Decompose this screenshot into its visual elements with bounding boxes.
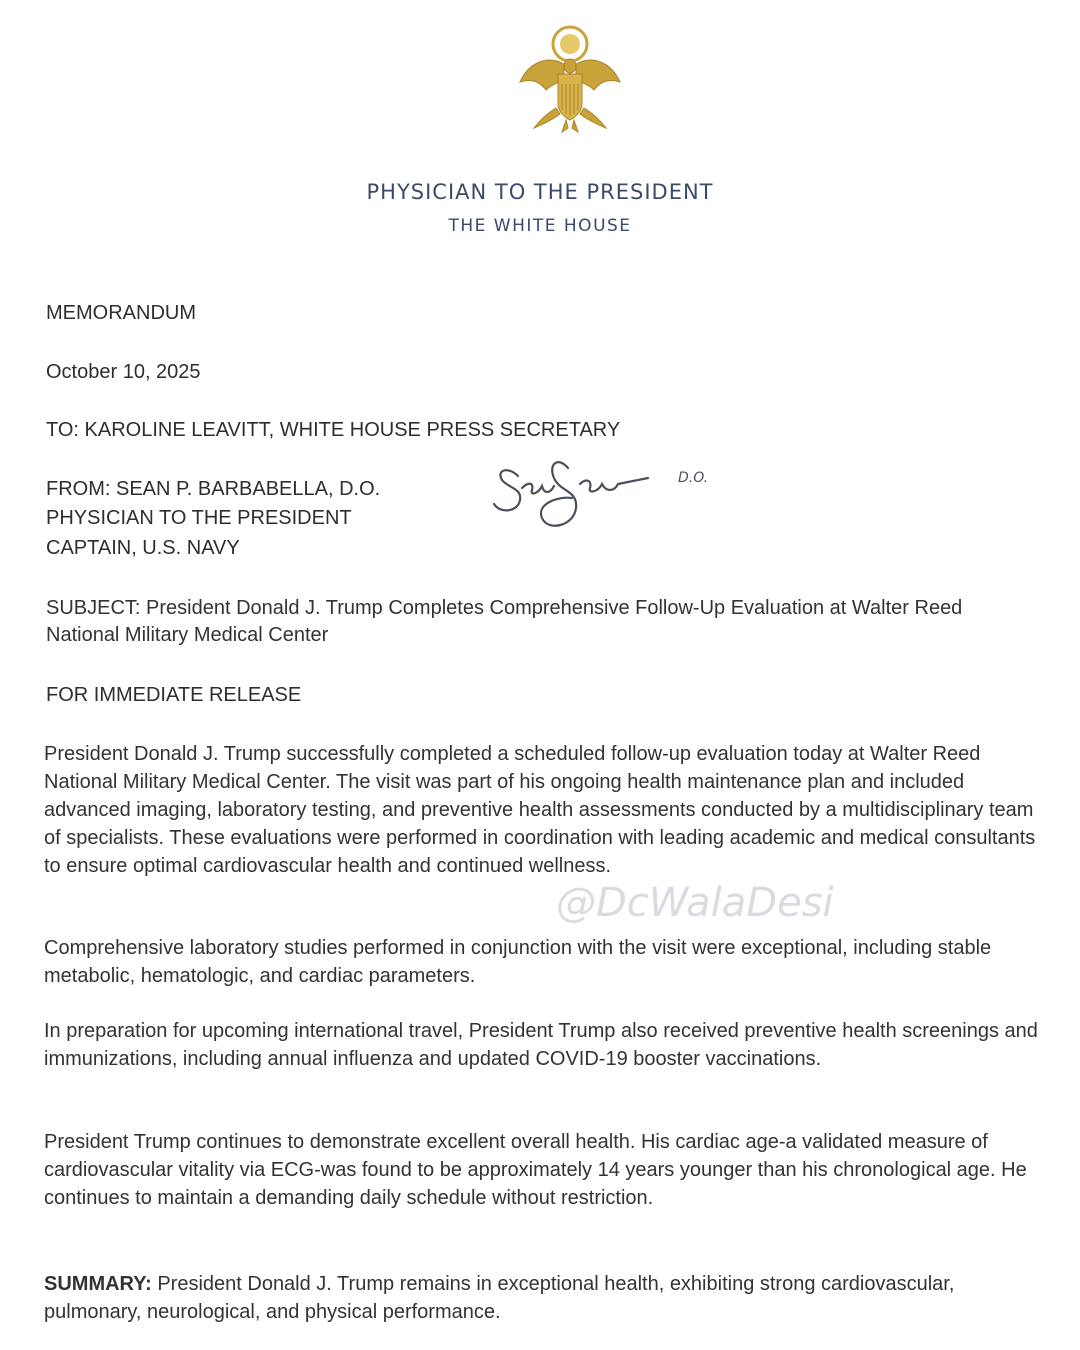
memo-date: October 10, 2025	[46, 361, 201, 383]
memo-subject: SUBJECT: President Donald J. Trump Completes Comprehensive Follow-Up Evaluation at Walter Reed National Military Medical Center	[46, 597, 963, 646]
release-line: FOR IMMEDIATE RELEASE	[46, 684, 302, 706]
body-paragraph-3: In preparation for upcoming international travel, President Trump also received preventive health screenings and immunizations, including annual influenza and updated COVID-19 booster vaccinations.	[44, 1020, 1038, 1070]
memo-to: TO: KAROLINE LEAVITT, WHITE HOUSE PRESS SECRETARY	[46, 419, 621, 441]
signature-image	[488, 448, 738, 548]
summary-label: SUMMARY:	[44, 1273, 152, 1295]
memo-type: MEMORANDUM	[46, 302, 196, 324]
body-paragraph-4: President Trump continues to demonstrate excellent overall health. His cardiac age-a validated measure of cardiovascular vitality via ECG-was found to be approximately 14 years younger than his chronological age. He continues to maintain a demanding daily schedule without restriction.	[44, 1131, 1027, 1209]
signature-suffix: D.O.	[678, 470, 709, 486]
memo-from-rank: CAPTAIN, U.S. NAVY	[46, 537, 240, 559]
body-paragraph-1: President Donald J. Trump successfully completed a scheduled follow-up evaluation today at Walter Reed National Military Medical Center. The visit was part of his ongoing health maintenance plan and included advanced imaging, laboratory testing, and preventive health assessments conducted by a multidisciplinary team of specialists. These evaluations were performed in coordination with leading academic and medical consultants to ensure optimal cardiovascular health and continued wellness.	[44, 743, 1036, 877]
presidential-seal-icon	[516, 24, 624, 136]
letterhead-title: PHYSICIAN TO THE PRESIDENT	[366, 180, 714, 204]
letterhead-subtitle: THE WHITE HOUSE	[448, 216, 632, 236]
memo-from-name: FROM: SEAN P. BARBABELLA, D.O.	[46, 478, 381, 500]
summary-text: President Donald J. Trump remains in exceptional health, exhibiting strong cardiovascular, pulmonary, neurological, and physical performance.	[44, 1273, 955, 1323]
summary-paragraph	[44, 1270, 1044, 1326]
watermark: @DcWalaDesi	[556, 880, 834, 926]
body-paragraph-2: Comprehensive laboratory studies performed in conjunction with the visit were exceptional, including stable metabolic, hematologic, and cardiac parameters.	[44, 937, 992, 987]
memo-from-title: PHYSICIAN TO THE PRESIDENT	[46, 507, 352, 529]
